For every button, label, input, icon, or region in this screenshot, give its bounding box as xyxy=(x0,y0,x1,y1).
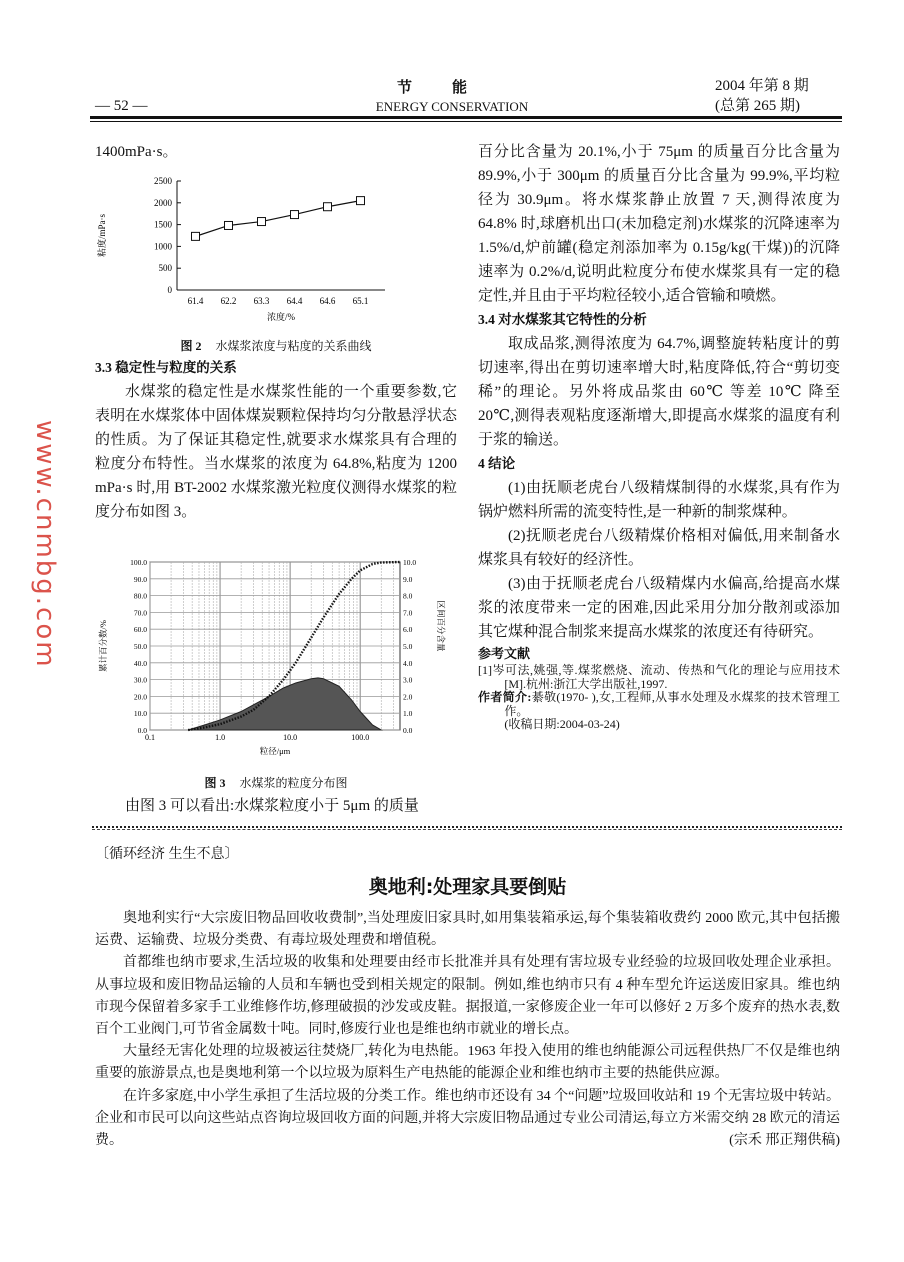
y-right-tick-label: 3.0 xyxy=(403,675,413,685)
x-axis-label: 粒径/μm xyxy=(259,746,291,756)
y-right-tick-label: 6.0 xyxy=(403,625,413,635)
author-bio xyxy=(478,691,840,718)
issue-info xyxy=(715,76,809,116)
y-tick-label: 0 xyxy=(167,285,172,295)
dotted-divider-2 xyxy=(92,829,842,830)
y-tick-label: 30.0 xyxy=(133,675,147,685)
paragraph: 由图 3 可以看出:水煤浆粒度小于 5μm 的质量 xyxy=(125,798,419,814)
figure-3-caption xyxy=(95,774,457,791)
y-tick-label: 2000 xyxy=(154,197,172,208)
data-point xyxy=(291,211,299,219)
y-right-tick-label: 4.0 xyxy=(403,658,413,668)
paragraph-text: 在许多家庭,中小学生承担了生活垃圾的分类工作。维也纳市还设有 34 个“问题”垃圾回收站和 19 个无害垃圾中转站。企业和市民可以向这些站点咨询垃圾回收方面的问题,并将大宗废旧物品通过专业公司清运,每立方米需交纳 28 欧元的清运费。 xyxy=(95,1088,840,1149)
journal-header xyxy=(300,76,604,115)
received-date: (收稿日期:2004-03-24) xyxy=(504,717,620,731)
x-tick-label: 65.1 xyxy=(352,296,369,306)
y-right-tick-label: 10.0 xyxy=(403,558,417,567)
figure-2-caption-text: 水煤浆浓度与粘度的关系曲线 xyxy=(215,339,372,353)
author-label: 作者简介: xyxy=(478,690,532,704)
y-right-tick-label: 0.0 xyxy=(403,726,413,735)
y-tick-label: 40.0 xyxy=(133,658,147,668)
data-point xyxy=(225,221,233,229)
references-heading: 参考文献 xyxy=(478,646,531,661)
journal-name-en: ENERGY CONSERVATION xyxy=(375,99,529,114)
y-tick-label: 1000 xyxy=(154,241,172,252)
paragraph xyxy=(95,1086,840,1153)
section-heading: 3.3 稳定性与粒度的关系 xyxy=(95,360,237,375)
credit: (宗禾 邢正翔供稿) xyxy=(729,1133,840,1149)
conclusion-item: (3)由于抚顺老虎台八级精煤内水偏高,给提高水煤浆的浓度带来一定的困难,因此采用分加分散剂或添加其它煤种混合制浆来提高水煤浆的浓度还有待研究。 xyxy=(478,576,840,640)
section-heading: 4 结论 xyxy=(478,456,516,471)
x-tick-label: 64.4 xyxy=(286,296,303,306)
paragraph: 奥地利实行“大宗废旧物品回收收费制”,当处理废旧家具时,如用集装箱承运,每个集装箱收费约 2000 欧元,其中包括搬运费、运输费、垃圾分类费、有毒垃圾处理费和增值税。 xyxy=(95,911,840,949)
section-heading: 3.4 对水煤浆其它特性的分析 xyxy=(478,312,647,327)
y-right-tick-label: 2.0 xyxy=(403,692,413,702)
author-bio-text: 綦敬(1970- ),女,工程师,从事水处理及水煤浆的技术管理工作。 xyxy=(504,690,841,718)
x-tick-label: 61.4 xyxy=(187,296,204,306)
journal-name-cn: 节能 xyxy=(396,80,507,96)
x-tick-label: 100.0 xyxy=(351,733,370,742)
data-point xyxy=(192,232,200,240)
issue: 2004 年第 8 期 xyxy=(715,78,809,94)
figure-3-chart xyxy=(92,550,452,772)
x-tick-label: 1.0 xyxy=(215,733,226,742)
watermark: www.cnmbg.com xyxy=(30,420,60,669)
y-tick-label: 0.0 xyxy=(137,726,147,735)
y-tick-label: 2500 xyxy=(154,176,172,186)
figure-2-chart xyxy=(95,170,415,330)
y-tick-label: 90.0 xyxy=(133,574,147,584)
y-tick-label: 50.0 xyxy=(133,642,147,651)
conclusion-item: (2)抚顺老虎台八级精煤价格相对偏低,用来制备水煤浆具有较好的经济性。 xyxy=(478,528,840,568)
y-right-tick-label: 1.0 xyxy=(403,709,413,719)
paragraph: 百分比含量为 20.1%,小于 75μm 的质量百分比含量为 89.9%,小于 300μm 的质量百分比含量为 99.9%,平均粒径为 30.9μm。将水煤浆静止放置 7 天,测得浓度为 64.8% 时,球磨机出口(未加稳定剂)水煤浆的沉降速率为 1.5%/d,炉前罐(稳定剂添加率为 0.15g/kg(干煤))的沉降速率为 0.2%/d,说明此粒度分布使水煤浆具有一定的稳定性,并且由于平均粒径较小,适合管输和喷燃。 xyxy=(478,144,840,304)
paragraph: 取成品浆,测得浓度为 64.7%,调整旋转粘度计的剪切速率,得出在剪切速率增大时,粘度降低,符合“剪切变稀”的理论。另外将成品浆由 60℃ 等差 10℃ 降至 20℃,测得表观粘度逐渐增大,即提高水煤浆的温度有利于浆的输送。 xyxy=(478,336,840,448)
article-title: 奥地利:处理家具要倒贴 xyxy=(368,876,567,898)
x-tick-label: 62.2 xyxy=(220,296,237,306)
issue-total: (总第 265 期) xyxy=(715,98,800,114)
x-axis-label: 浓度/% xyxy=(267,312,295,322)
y-right-tick-label: 8.0 xyxy=(403,591,413,601)
y-tick-label: 60.0 xyxy=(133,625,147,635)
data-point xyxy=(258,218,266,226)
reference-item: [1]岑可法,姚强,等.煤浆燃烧、流动、传热和气化的理论与应用技术[M].杭州:浙江大学出版社,1997. xyxy=(478,663,840,691)
y-axis-label: 粘度/mPa·s xyxy=(97,213,107,258)
data-point xyxy=(324,203,332,211)
y-tick-label: 1500 xyxy=(154,219,172,230)
x-tick-label: 10.0 xyxy=(283,733,298,742)
paragraph: 首都维也纳市要求,生活垃圾的收集和处理要由经市长批准并具有处理有害垃圾专业经验的垃圾回收处理企业承担。从事垃圾和废旧物品运输的人员和车辆也受到相关规定的限制。例如,维也纳市只有 4 种车型允许运送废旧家具。维也纳市现今保留着多家手工业维修作坊,修理破损的沙发或皮鞋。据报道,一家修废企业一年可以修好 2 万多个废弃的热水表,数百个工业阀门,可节省金属数十吨。同时,修废行业也是维也纳市就业的增长点。 xyxy=(95,955,840,1038)
y-tick-label: 70.0 xyxy=(133,608,147,618)
y-tick-label: 500 xyxy=(158,263,172,274)
y-tick-label: 100.0 xyxy=(130,558,147,567)
y-right-tick-label: 5.0 xyxy=(403,642,413,651)
section-3-3 xyxy=(95,356,457,524)
paragraph: 大量经无害化处理的垃圾被运往焚烧厂,转化为电热能。1963 年投入使用的维也纳能源公司远程供热厂不仅是维也纳重要的旅游景点,也是奥地利第一个以垃圾为原料生产电热能的能源企业和维也纳市主要的热能供应源。 xyxy=(95,1044,840,1082)
series-line xyxy=(196,201,361,237)
y-tick-label: 20.0 xyxy=(133,692,147,702)
header-rule xyxy=(90,116,842,119)
y-right-tick-label: 7.0 xyxy=(403,608,413,618)
y-tick-label: 10.0 xyxy=(133,709,147,719)
text-fragment: 1400mPa·s。 xyxy=(95,144,178,160)
left-bottom-line xyxy=(95,794,457,818)
y-tick-label: 80.0 xyxy=(133,591,147,601)
column-tag: 〔循环经济 生生不息〕 xyxy=(95,847,239,862)
figure-2-caption xyxy=(95,337,457,354)
right-column xyxy=(478,140,840,732)
conclusion-item: (1)由抚顺老虎台八级精煤制得的水煤浆,具有作为锅炉燃料所需的流变特性,是一种新的制浆煤种。 xyxy=(478,480,840,520)
article-body xyxy=(95,908,840,1152)
y-right-tick-label: 9.0 xyxy=(403,574,413,584)
figure-3-number: 图 3 xyxy=(204,776,226,790)
paragraph: 水煤浆的稳定性是水煤浆性能的一个重要参数,它表明在水煤浆体中固体煤炭颗粒保持均匀分散悬浮状态的性质。为了保证其稳定性,就要求水煤浆具有合理的粒度分布特性。当水煤浆的浓度为 64.8%,粘度为 1200 mPa·s 时,用 BT-2002 水煤浆激光粒度仪测得水煤浆的粒度分布如图 3。 xyxy=(95,384,457,520)
figure-3-caption-text: 水煤浆的粒度分布图 xyxy=(239,776,348,790)
figure-2-number: 图 2 xyxy=(180,339,202,353)
x-tick-label: 0.1 xyxy=(145,733,155,742)
data-point xyxy=(357,197,365,205)
y-axis-label: 累计百分数/% xyxy=(98,620,108,672)
page-number: — 52 — xyxy=(95,98,148,114)
x-tick-label: 64.6 xyxy=(319,296,336,306)
left-column xyxy=(95,140,457,164)
references xyxy=(478,664,840,732)
dotted-divider xyxy=(92,826,842,828)
x-tick-label: 63.3 xyxy=(253,296,270,306)
header-rule-thin xyxy=(90,121,842,122)
y-right-axis-label: 区间百分含量 xyxy=(436,600,446,652)
